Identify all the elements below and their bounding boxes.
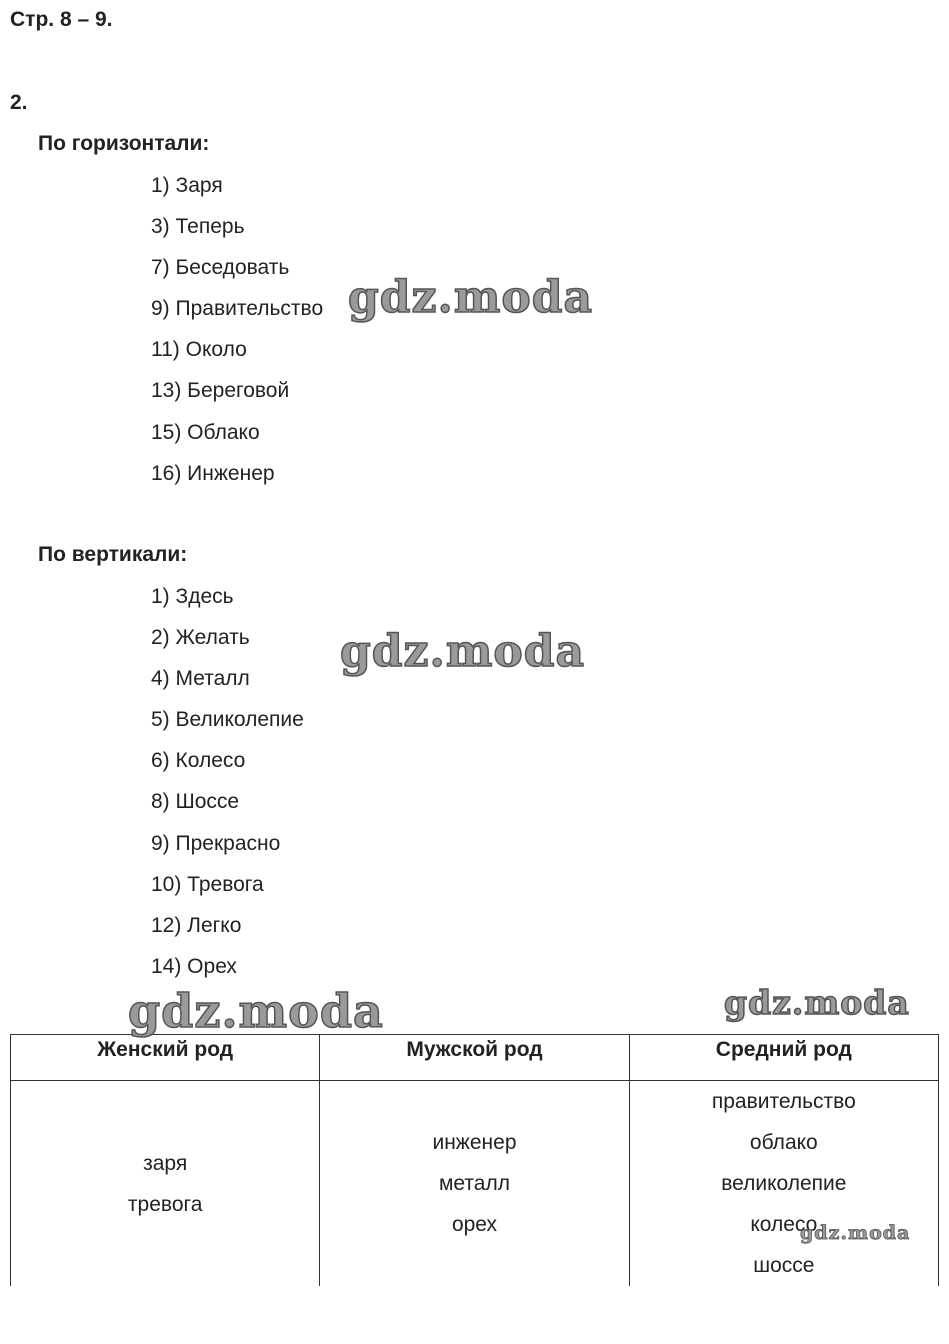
neuter-word: облако xyxy=(749,1131,818,1155)
neuter-word: шоссе xyxy=(753,1254,815,1278)
table-header-row xyxy=(11,1035,939,1081)
masculine-column-header: Мужской род xyxy=(320,1035,629,1081)
watermark-logo: gdz.moda xyxy=(800,1222,911,1244)
neuter-column-header: Средний род xyxy=(629,1035,938,1081)
horizontal-answer-item: 7) Беседовать xyxy=(151,256,290,280)
masculine-word: инженер xyxy=(432,1131,517,1155)
page-title: Стр. 8 – 9. xyxy=(10,8,113,31)
vertical-answer-item: 8) Шоссе xyxy=(151,790,240,814)
vertical-answer-list xyxy=(151,576,304,987)
vertical-answer-item: 14) Орех xyxy=(151,954,237,978)
vertical-answer-item: 5) Великолепие xyxy=(151,708,304,732)
masculine-word: металл xyxy=(438,1172,510,1196)
vertical-answer-item: 10) Тревога xyxy=(151,872,264,896)
vertical-answer-item: 2) Желать xyxy=(151,626,250,650)
horizontal-answer-item: 15) Облако xyxy=(151,420,260,444)
vertical-answer-item: 9) Прекрасно xyxy=(151,831,281,855)
horizontal-answer-item: 1) Заря xyxy=(151,174,223,197)
watermark-logo: gdz.moda xyxy=(724,983,910,1022)
horizontal-answer-list xyxy=(151,165,323,494)
feminine-column-header: Женский род xyxy=(11,1035,320,1081)
vertical-answer-item: 6) Колесо xyxy=(151,749,246,773)
neuter-word-list xyxy=(630,1081,938,1286)
horizontal-answer-item: 9) Правительство xyxy=(151,297,324,321)
task-number: 2. xyxy=(10,91,28,114)
horizontal-answer-item: 16) Инженер xyxy=(151,461,275,485)
table-row xyxy=(11,1081,939,1287)
horizontal-answer-item: 13) Береговой xyxy=(151,379,290,403)
watermark-logo: gdz.moda xyxy=(128,984,384,1038)
masculine-cell xyxy=(320,1081,629,1287)
neuter-word: правительство xyxy=(711,1090,856,1113)
horizontal-answer-item: 3) Теперь xyxy=(151,215,245,239)
neuter-cell xyxy=(629,1081,938,1287)
vertical-answer-item: 12) Легко xyxy=(151,913,242,937)
masculine-word: орех xyxy=(451,1213,498,1237)
horizontal-heading: По горизонтали: xyxy=(38,132,210,155)
feminine-cell xyxy=(11,1081,320,1287)
horizontal-answer-item: 11) Около xyxy=(151,338,247,362)
watermark-logo: gdz.moda xyxy=(348,272,594,323)
vertical-answer-item: 1) Здесь xyxy=(151,585,234,608)
gender-table xyxy=(10,1034,939,1286)
feminine-word-list xyxy=(11,1143,319,1225)
masculine-word-list xyxy=(320,1122,628,1245)
vertical-answer-item: 4) Металл xyxy=(151,667,250,691)
vertical-heading: По вертикали: xyxy=(38,543,188,566)
neuter-word: колесо xyxy=(750,1213,818,1237)
neuter-word: великолепие xyxy=(721,1172,847,1196)
watermark-logo: gdz.moda xyxy=(340,626,586,677)
feminine-word: тревога xyxy=(127,1192,203,1216)
feminine-word: заря xyxy=(143,1151,188,1175)
